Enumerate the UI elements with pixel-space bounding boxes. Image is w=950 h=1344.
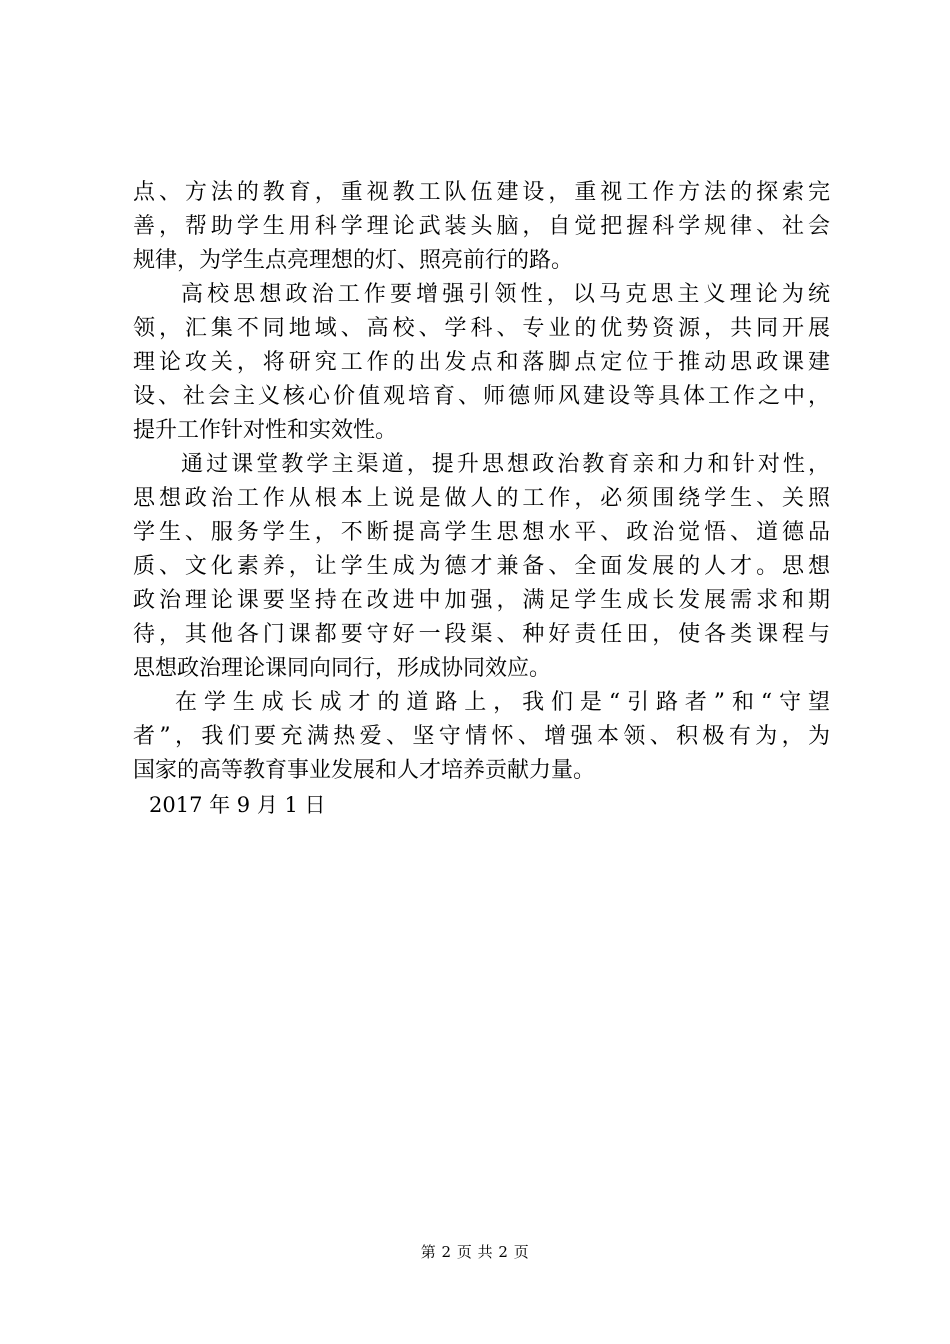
- document-body: [133, 176, 830, 822]
- paragraph-3: [133, 448, 830, 686]
- paragraph-line: 学生、服务学生，不断提高学生思想水平、政治觉悟、道德品: [133, 520, 830, 545]
- paragraph-line: 在学生成长成才的道路上，我们是“引路者”和“守望: [175, 690, 830, 715]
- paragraph-line: 善，帮助学生用科学理论武装头脑，自觉把握科学规律、社会: [133, 214, 830, 239]
- paragraph-line: 思想政治工作从根本上说是做人的工作，必须围绕学生、关照: [133, 486, 830, 511]
- paragraph-4: [133, 686, 830, 788]
- paragraph-line: 通过课堂教学主渠道，提升思想政治教育亲和力和针对性，: [181, 452, 830, 477]
- paragraph-line: 设、社会主义核心价值观培育、师德师风建设等具体工作之中，: [133, 384, 830, 409]
- paragraph-line: 规律，为学生点亮理想的灯、照亮前行的路。: [133, 248, 574, 273]
- paragraph-line: 提升工作针对性和实效性。: [133, 418, 398, 443]
- paragraph-line: 理论攻关，将研究工作的出发点和落脚点定位于推动思政课建: [133, 350, 830, 375]
- paragraph-line: 高校思想政治工作要增强引领性，以马克思主义理论为统: [181, 282, 830, 307]
- paragraph-line: 者”，我们要充满热爱、坚守情怀、增强本领、积极有为，为: [133, 724, 830, 749]
- paragraph-line: 点、方法的教育，重视教工队伍建设，重视工作方法的探索完: [133, 180, 830, 205]
- paragraph-2: [133, 278, 830, 448]
- paragraph-1: [133, 176, 830, 278]
- paragraph-line: 思想政治理论课同向同行，形成协同效应。: [133, 656, 552, 681]
- paragraph-line: 领，汇集不同地域、高校、学科、专业的优势资源，共同开展: [133, 316, 830, 341]
- paragraph-line: 国家的高等教育事业发展和人才培养贡献力量。: [133, 758, 596, 783]
- page-footer: 第 2 页 共 2 页: [420, 1243, 530, 1261]
- paragraph-line: 政治理论课要坚持在改进中加强，满足学生成长发展需求和期: [133, 588, 830, 613]
- document-date: 2017 年 9 月 1 日: [149, 793, 326, 817]
- paragraph-line: 待，其他各门课都要守好一段渠、种好责任田，使各类课程与: [133, 622, 830, 647]
- paragraph-line: 质、文化素养，让学生成为德才兼备、全面发展的人才。思想: [133, 554, 830, 579]
